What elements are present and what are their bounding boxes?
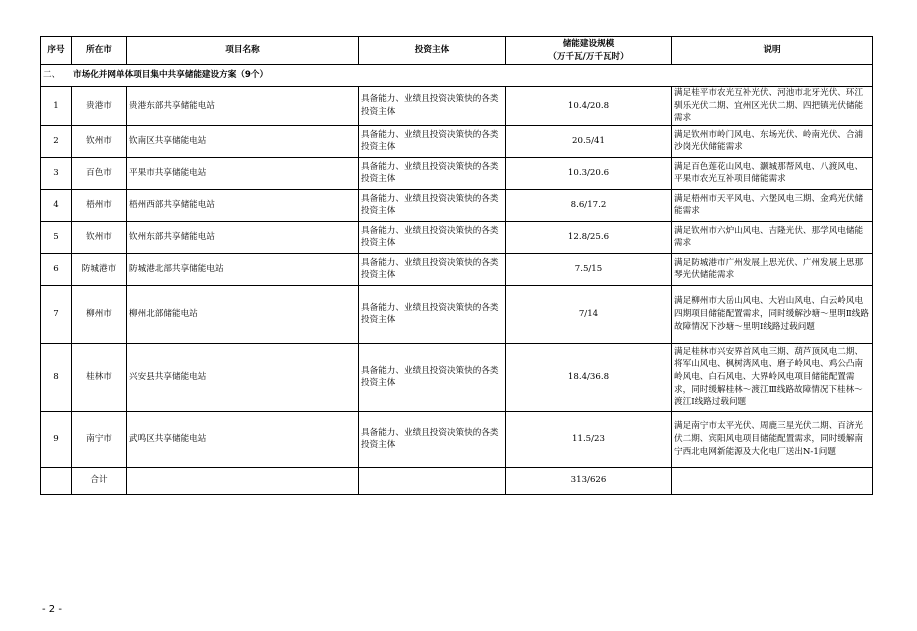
- row-project: 钦州东部共享储能电站: [127, 221, 359, 253]
- row-seq: 6: [41, 253, 72, 285]
- row-note: 满足柳州市大岳山风电、大岩山风电、白云岭风电四期项目储能配置需求，同时缓解沙塘～里明Ⅱ线路故障情况下沙塘～里明Ⅰ线路过载问题: [672, 285, 873, 343]
- total-note-cell: [672, 467, 873, 494]
- row-seq: 8: [41, 343, 72, 411]
- row-scale: 7/14: [506, 285, 672, 343]
- row-investor: 具备能力、业绩且投资决策快的各类投资主体: [359, 157, 506, 189]
- row-city: 桂林市: [72, 343, 127, 411]
- table-row: [41, 285, 873, 343]
- row-investor: 具备能力、业绩且投资决策快的各类投资主体: [359, 125, 506, 157]
- row-investor: 具备能力、业绩且投资决策快的各类投资主体: [359, 343, 506, 411]
- section-title: 市场化并网单体项目集中共享储能建设方案（9个）: [73, 70, 269, 81]
- row-note: 满足南宁市太平光伏、周鹿三星光伏二期、百济光伏二期、宾阳风电项目储能配置需求，同时缓解南宁西北电网新能源及大化电厂送出N-1问题: [672, 411, 873, 467]
- row-project: 柳州北部储能电站: [127, 285, 359, 343]
- section-number: 二、: [43, 70, 61, 81]
- table-row: [41, 343, 873, 411]
- row-seq: 4: [41, 189, 72, 221]
- row-note: 满足梧州市天平风电、六堡风电三期、金鸡光伏储能需求: [672, 189, 873, 221]
- row-investor: 具备能力、业绩且投资决策快的各类投资主体: [359, 411, 506, 467]
- storage-plan-table: [40, 36, 873, 495]
- table-row: [41, 87, 873, 126]
- row-scale: 10.3/20.6: [506, 157, 672, 189]
- table-row: [41, 221, 873, 253]
- row-seq: 3: [41, 157, 72, 189]
- total-seq-cell: [41, 467, 72, 494]
- row-investor: 具备能力、业绩且投资决策快的各类投资主体: [359, 253, 506, 285]
- row-city: 防城港市: [72, 253, 127, 285]
- row-scale: 8.6/17.2: [506, 189, 672, 221]
- row-scale: 12.8/25.6: [506, 221, 672, 253]
- header-scale-line2: （万千瓦/万千瓦时）: [548, 51, 629, 62]
- row-seq: 5: [41, 221, 72, 253]
- row-city: 钦州市: [72, 125, 127, 157]
- table-row: [41, 125, 873, 157]
- row-project: 梧州西部共享储能电站: [127, 189, 359, 221]
- row-investor: 具备能力、业绩且投资决策快的各类投资主体: [359, 189, 506, 221]
- header-scale: [506, 37, 672, 65]
- row-seq: 1: [41, 87, 72, 126]
- header-project: 项目名称: [127, 37, 359, 65]
- total-row: [41, 467, 873, 494]
- row-investor: 具备能力、业绩且投资决策快的各类投资主体: [359, 87, 506, 126]
- total-project-cell: [127, 467, 359, 494]
- header-investor: 投资主体: [359, 37, 506, 65]
- header-note: 说明: [672, 37, 873, 65]
- row-investor: 具备能力、业绩且投资决策快的各类投资主体: [359, 221, 506, 253]
- page-number: - 2 -: [42, 604, 62, 615]
- table-row: [41, 189, 873, 221]
- row-seq: 9: [41, 411, 72, 467]
- row-project: 平果市共享储能电站: [127, 157, 359, 189]
- row-project: 兴安县共享储能电站: [127, 343, 359, 411]
- header-seq: 序号: [41, 37, 72, 65]
- table-row: [41, 411, 873, 467]
- row-seq: 2: [41, 125, 72, 157]
- row-scale: 11.5/23: [506, 411, 672, 467]
- row-note: 满足钦州市六炉山风电、吉隆光伏、那学风电储能需求: [672, 221, 873, 253]
- section-cell: [41, 65, 873, 87]
- row-note: 满足桂平市农光互补光伏、河池市北牙光伏、环江驯乐光伏二期、宜州区光伏二期、四把镇光伏储能需求: [672, 87, 873, 126]
- row-scale: 18.4/36.8: [506, 343, 672, 411]
- total-investor-cell: [359, 467, 506, 494]
- row-city: 梧州市: [72, 189, 127, 221]
- row-city: 柳州市: [72, 285, 127, 343]
- row-city: 钦州市: [72, 221, 127, 253]
- table-row: [41, 253, 873, 285]
- total-label: 合计: [72, 467, 127, 494]
- header-city: 所在市: [72, 37, 127, 65]
- row-city: 南宁市: [72, 411, 127, 467]
- row-note: 满足桂林市兴安界首风电三期、葫芦顶风电二期、将军山风电、枫树湾风电、磨子岭风电、鸡公凸南岭风电、白石风电、大界岭风电项目储能配置需求，同时缓解桂林～渡江Ⅲ线路故障情况下桂林～渡江Ⅰ线路过载问题: [672, 343, 873, 411]
- section-row: [41, 65, 873, 87]
- row-seq: 7: [41, 285, 72, 343]
- row-scale: 20.5/41: [506, 125, 672, 157]
- row-note: 满足钦州市岭门风电、东场光伏、岭南光伏、合浦沙岗光伏储能需求: [672, 125, 873, 157]
- row-project: 武鸣区共享储能电站: [127, 411, 359, 467]
- total-scale: 313/626: [506, 467, 672, 494]
- row-project: 贵港东部共享储能电站: [127, 87, 359, 126]
- row-project: 防城港北部共享储能电站: [127, 253, 359, 285]
- row-note: 满足防城港市广州发展上思光伏、广州发展上思那琴光伏储能需求: [672, 253, 873, 285]
- header-row: [41, 37, 873, 65]
- row-scale: 10.4/20.8: [506, 87, 672, 126]
- header-scale-line1: 储能建设规模: [562, 38, 615, 49]
- row-project: 钦南区共享储能电站: [127, 125, 359, 157]
- row-city: 百色市: [72, 157, 127, 189]
- row-city: 贵港市: [72, 87, 127, 126]
- table-row: [41, 157, 873, 189]
- row-scale: 7.5/15: [506, 253, 672, 285]
- row-note: 满足百色莲花山风电、灏城那帮风电、八渡风电、平果市农光互补项目储能需求: [672, 157, 873, 189]
- row-investor: 具备能力、业绩且投资决策快的各类投资主体: [359, 285, 506, 343]
